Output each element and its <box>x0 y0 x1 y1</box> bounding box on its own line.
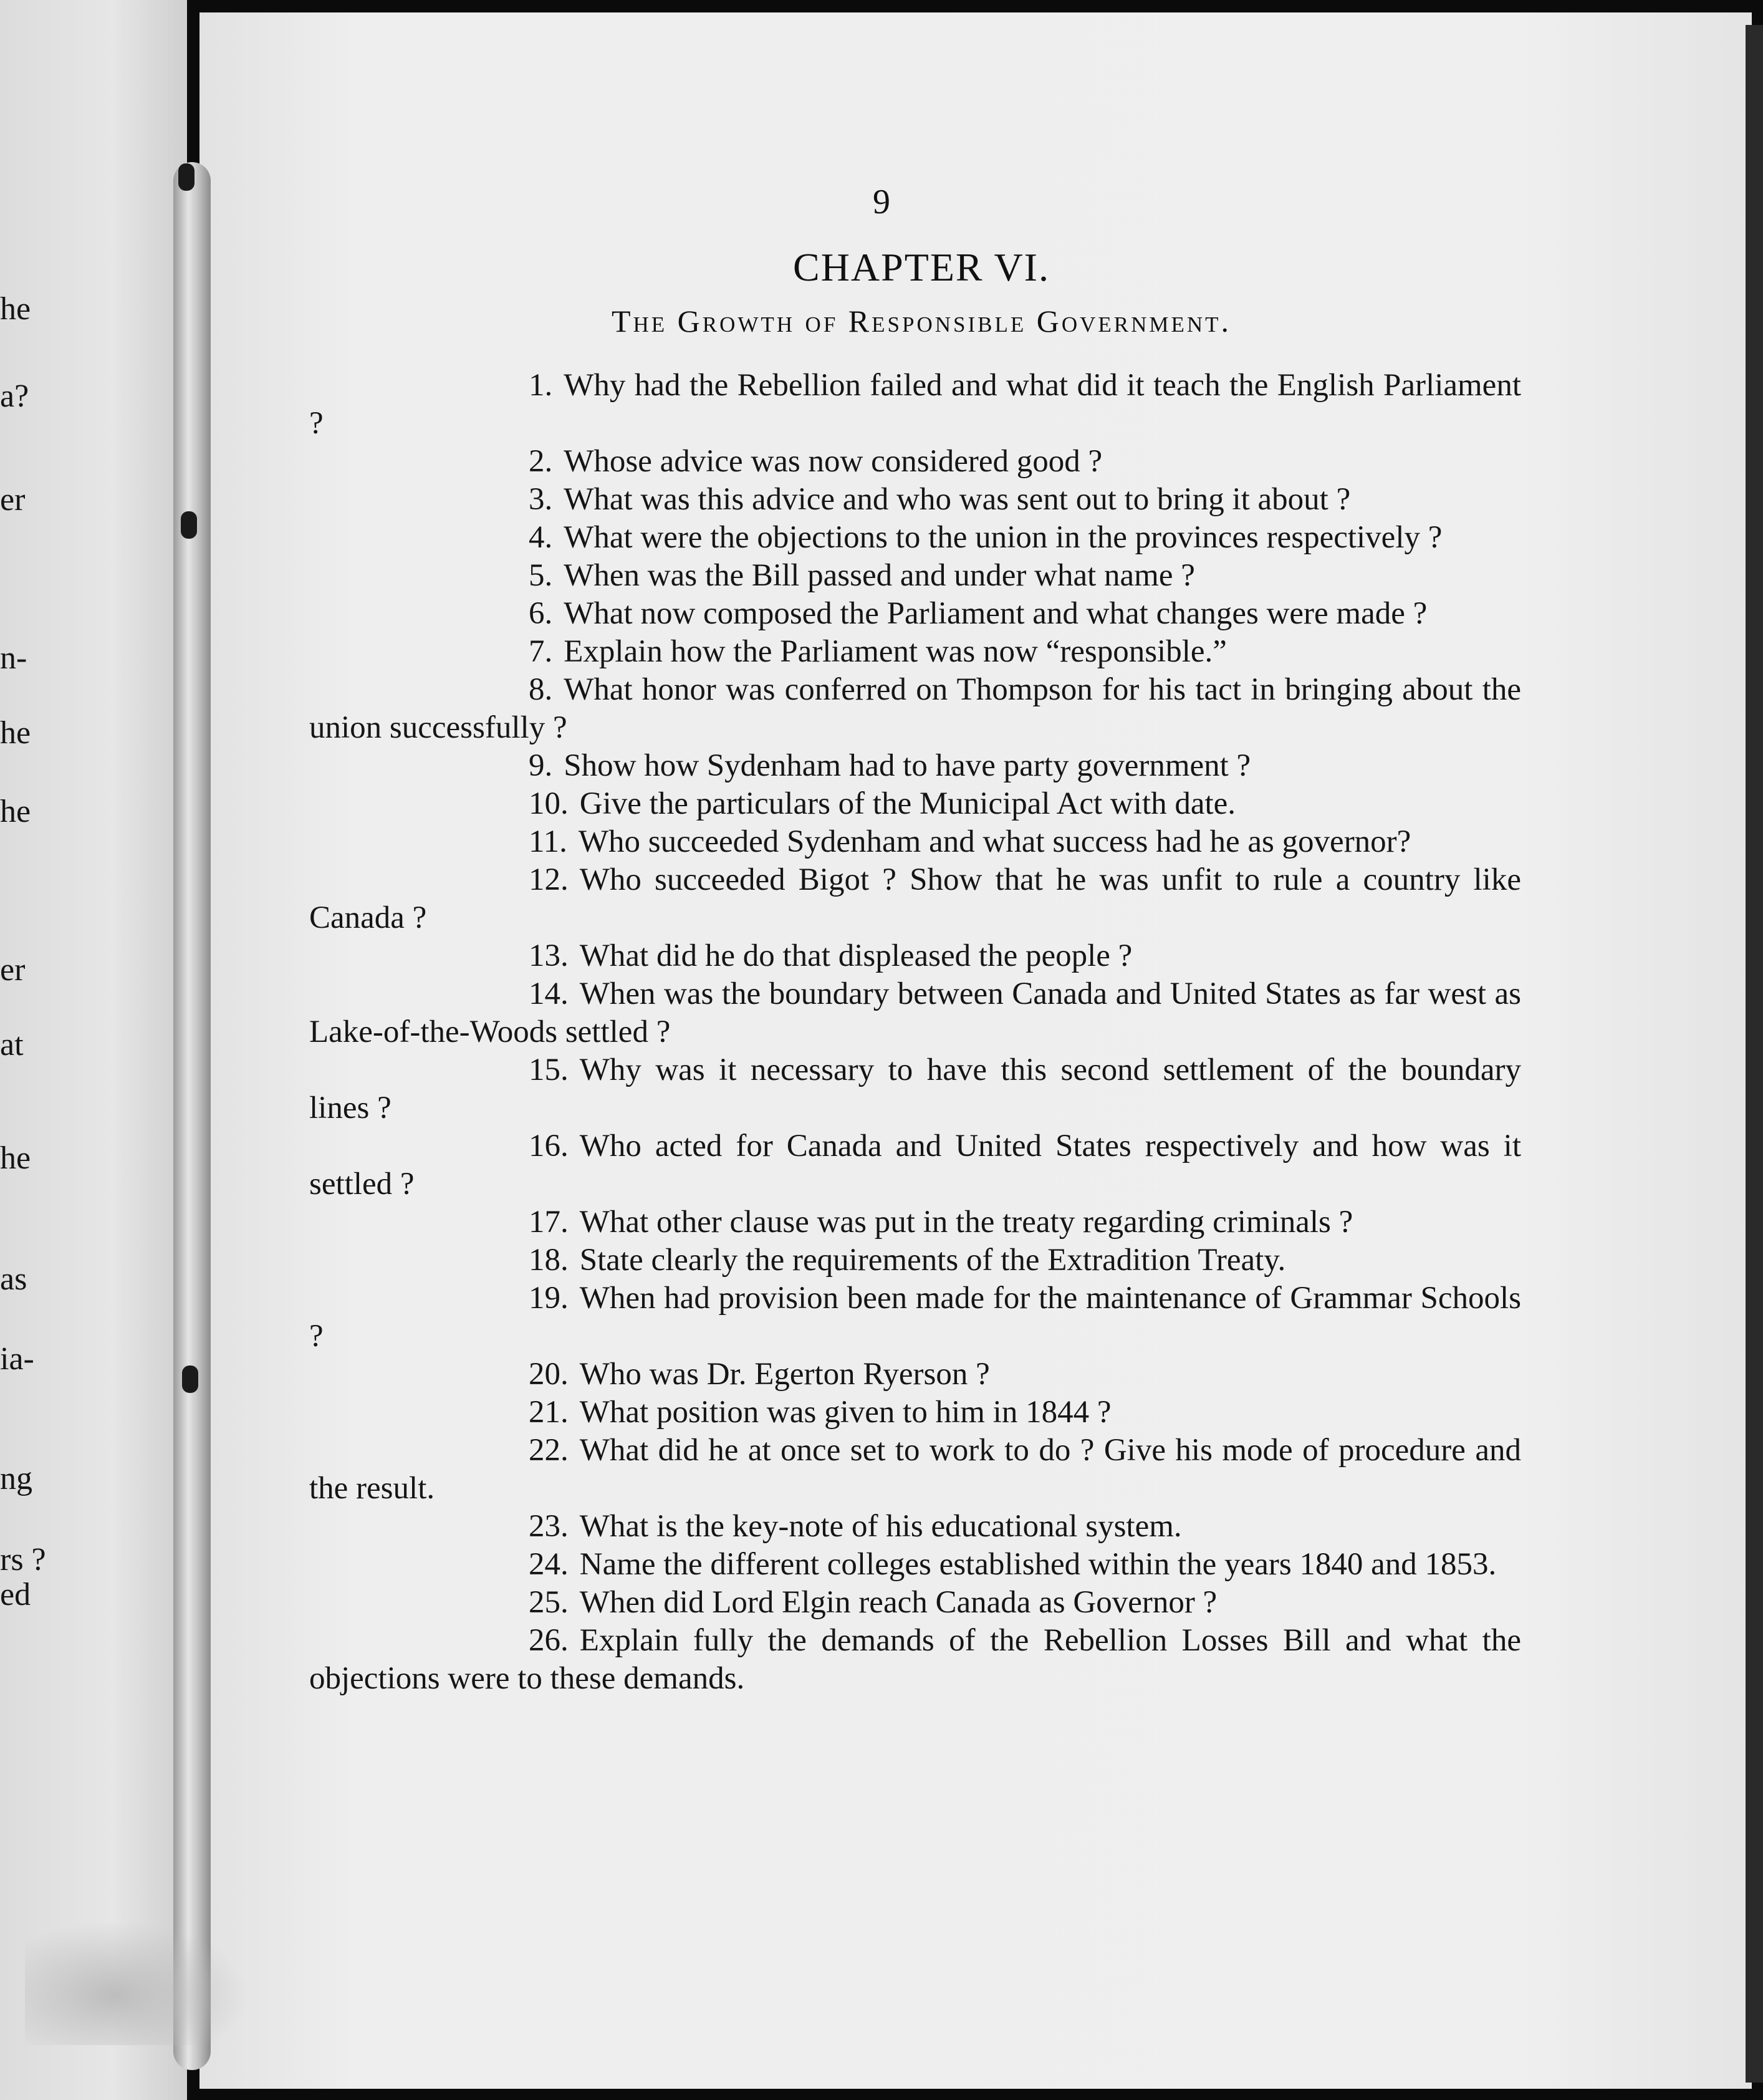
question-number: 14. <box>529 976 569 1011</box>
question-text: Who succeeded Bigot ? Show that he was unfit to rule a country like Canada ? <box>309 862 1521 935</box>
question-number: 20. <box>529 1357 569 1392</box>
question-text: Who was Dr. Egerton Ryerson ? <box>579 1357 990 1392</box>
question-number: 6. <box>529 596 553 631</box>
left-page-fragment: ng <box>0 1461 32 1496</box>
question-item <box>309 823 1521 861</box>
left-page-fragment: he <box>0 715 31 751</box>
left-page-fragment: at <box>0 1027 24 1062</box>
left-page-fragment: er <box>0 952 26 988</box>
question-number: 25. <box>529 1585 569 1620</box>
question-text: When was the boundary between Canada and United States as far west as Lake-of-the-Woods settled ? <box>309 976 1521 1049</box>
question-number: 22. <box>529 1433 569 1468</box>
question-number: 17. <box>529 1205 569 1240</box>
question-text: Why had the Rebellion failed and what did it teach the English Parliament ? <box>309 368 1521 441</box>
question-number: 3. <box>529 482 553 517</box>
question-number: 23. <box>529 1509 569 1544</box>
question-number: 12. <box>529 862 569 897</box>
question-item <box>309 633 1521 671</box>
left-page-fragment: as <box>0 1261 27 1297</box>
question-text: When had provision been made for the maintenance of Grammar Schools ? <box>309 1281 1521 1354</box>
question-number: 1. <box>529 368 553 403</box>
question-item <box>309 595 1521 633</box>
question-item <box>309 519 1521 557</box>
question-text: What were the objections to the union in the provinces respectively ? <box>564 520 1443 555</box>
question-text: Show how Sydenham had to have party government ? <box>564 748 1251 783</box>
question-number: 13. <box>529 938 569 973</box>
question-text: What did he at once set to work to do ? Give his mode of procedure and the result. <box>309 1433 1521 1506</box>
left-page-fragment: he <box>0 794 31 829</box>
question-item <box>309 1432 1521 1508</box>
left-page-fragment: ia- <box>0 1341 34 1377</box>
left-page-fragment: ed <box>0 1577 31 1612</box>
question-item <box>309 1241 1521 1279</box>
question-text: Who succeeded Sydenham and what success had he as governor? <box>578 824 1411 859</box>
page-number: 9 <box>873 183 890 221</box>
chapter-title: CHAPTER VI. <box>793 245 1050 289</box>
question-text: When did Lord Elgin reach Canada as Governor ? <box>579 1585 1218 1620</box>
question-number: 9. <box>529 748 553 783</box>
question-number: 26. <box>529 1623 569 1658</box>
question-item <box>309 1356 1521 1394</box>
question-number: 19. <box>529 1281 569 1316</box>
question-item <box>309 481 1521 519</box>
left-page-fragment: a? <box>0 378 29 414</box>
question-number: 18. <box>529 1243 569 1278</box>
question-list <box>309 367 1521 1698</box>
question-number: 7. <box>529 634 553 669</box>
left-page-fragment: n- <box>0 640 27 676</box>
question-item <box>309 975 1521 1051</box>
left-page-fragment: he <box>0 291 31 327</box>
question-text: What was this advice and who was sent out to bring it about ? <box>564 482 1351 517</box>
book-gutter <box>173 162 211 2070</box>
question-item <box>309 1051 1521 1127</box>
question-number: 2. <box>529 444 553 479</box>
binding-mark <box>182 1365 198 1393</box>
question-text: What did he do that displeased the people ? <box>579 938 1133 973</box>
question-text: What now composed the Parliament and what changes were made ? <box>564 596 1428 631</box>
question-text: What position was given to him in 1844 ? <box>579 1395 1112 1430</box>
question-item <box>309 937 1521 975</box>
question-text: Why was it necessary to have this second settlement of the boundary lines ? <box>309 1052 1521 1125</box>
question-item <box>309 1203 1521 1241</box>
question-number: 15. <box>529 1052 569 1087</box>
question-number: 10. <box>529 786 569 821</box>
section-title: The Growth of Responsible Government. <box>611 304 1232 339</box>
question-text: Explain how the Parliament was now “responsible.” <box>564 634 1227 669</box>
question-text: Who acted for Canada and United States respectively and how was it settled ? <box>309 1129 1521 1202</box>
question-text: What is the key-note of his educational system. <box>579 1509 1182 1544</box>
question-number: 24. <box>529 1547 569 1582</box>
binding-mark <box>181 511 197 539</box>
question-item <box>309 367 1521 443</box>
question-item <box>309 1394 1521 1432</box>
question-item <box>309 747 1521 785</box>
question-item <box>309 671 1521 747</box>
question-item <box>309 1279 1521 1356</box>
question-text: State clearly the requirements of the Extradition Treaty. <box>579 1243 1286 1278</box>
left-page-fragment: rs ? <box>0 1542 46 1577</box>
question-item <box>309 785 1521 823</box>
question-number: 16. <box>529 1129 569 1163</box>
question-number: 4. <box>529 520 553 555</box>
question-item <box>309 1584 1521 1622</box>
paper-stain <box>25 1920 249 2045</box>
question-number: 21. <box>529 1395 569 1430</box>
question-number: 11. <box>529 824 567 859</box>
question-item <box>309 1546 1521 1584</box>
question-item <box>309 1622 1521 1698</box>
question-item <box>309 1127 1521 1203</box>
left-page-fragment: he <box>0 1140 31 1176</box>
question-number: 8. <box>529 672 553 707</box>
question-text: Name the different colleges established within the years 1840 and 1853. <box>579 1547 1497 1582</box>
question-text: Give the particulars of the Municipal Act with date. <box>579 786 1236 821</box>
question-text: Whose advice was now considered good ? <box>564 444 1103 479</box>
question-item <box>309 861 1521 937</box>
left-page-fragment: er <box>0 482 26 518</box>
question-text: What honor was conferred on Thompson for his tact in bringing about the union successfully ? <box>309 672 1521 745</box>
question-text: Explain fully the demands of the Rebellion Losses Bill and what the objections were to these demands. <box>309 1623 1521 1696</box>
question-text: What other clause was put in the treaty regarding criminals ? <box>579 1205 1353 1240</box>
question-item <box>309 557 1521 595</box>
question-item <box>309 1508 1521 1546</box>
question-number: 5. <box>529 558 553 593</box>
question-item <box>309 443 1521 481</box>
question-text: When was the Bill passed and under what name ? <box>564 558 1195 593</box>
